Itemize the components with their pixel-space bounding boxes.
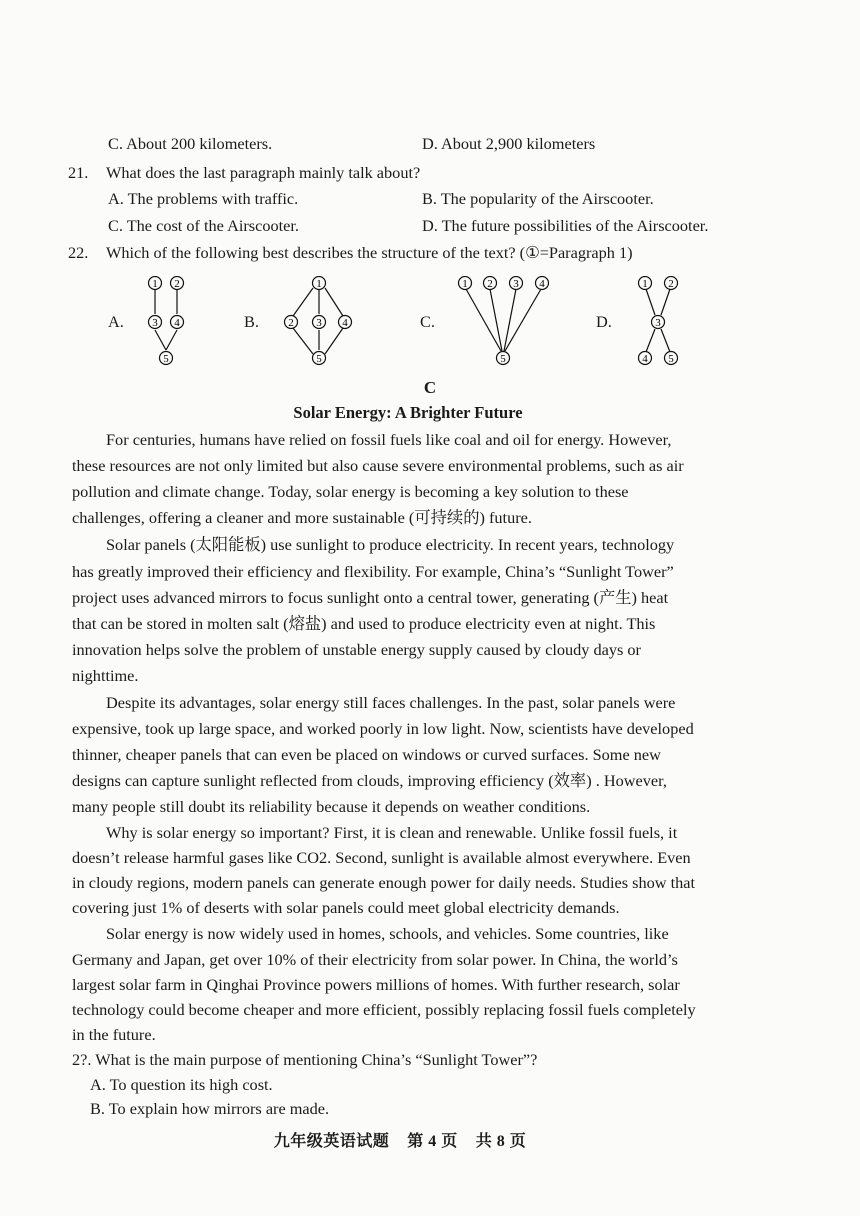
node-4 [171, 316, 184, 330]
q21-number: 21. [68, 163, 89, 182]
q20-option-d: D. About 2,900 kilometers [422, 134, 596, 153]
q23-stem: 2?. What is the main purpose of mentioning China’s “Sunlight Tower”? [72, 1050, 538, 1069]
q23-option-b: B. To explain how mirrors are made. [90, 1099, 330, 1118]
svg-text:4: 4 [642, 353, 648, 365]
structure-diagram-d [628, 276, 690, 377]
svg-text:1: 1 [152, 278, 158, 290]
svg-text:4: 4 [539, 278, 545, 290]
passage-line: these resources are not only limited but also cause severe environmental problems, such as air [72, 456, 684, 475]
section-letter: C [423, 378, 437, 397]
node-3 [652, 316, 665, 330]
passage-line: innovation helps solve the problem of unstable energy supply caused by cloudy days or [72, 640, 641, 659]
q21-option-c: C. The cost of the Airscooter. [108, 216, 299, 235]
node-2 [285, 316, 298, 330]
passage-line: technology could become cheaper and more efficient, possibly replacing fossil fuels completely [72, 1000, 696, 1019]
passage-line: many people still doubt its reliability because it depends on weather conditions. [72, 797, 591, 816]
passage-line: covering just 1% of deserts with solar panels could meet global electricity demands. [72, 898, 620, 917]
svg-text:3: 3 [655, 317, 661, 329]
svg-text:5: 5 [316, 353, 322, 365]
passage-line: nighttime. [72, 666, 139, 685]
q22-option-b-letter: B. [244, 312, 259, 331]
passage-line: Solar energy is now widely used in homes, schools, and vehicles. Some countries, like [106, 924, 669, 943]
passage-line: challenges, offering a cleaner and more sustainable (可持续的) future. [72, 508, 532, 527]
node-4 [536, 277, 549, 291]
q22-option-c-letter: C. [420, 312, 435, 331]
passage-line: largest solar farm in Qinghai Province powers millions of homes. With further research, solar [72, 975, 680, 994]
q20-option-c: C. About 200 kilometers. [108, 134, 273, 153]
passage-line: in cloudy regions, modern panels can generate enough power for daily needs. Studies show that [72, 873, 696, 892]
q22-option-d-letter: D. [596, 312, 612, 331]
passage-line: Solar panels (太阳能板) use sunlight to produce electricity. In recent years, technology [106, 535, 675, 554]
passage-line: doesn’t release harmful gases like CO2. Second, sunlight is available almost everywhere. Even [72, 848, 691, 867]
node-1 [639, 277, 652, 291]
svg-text:5: 5 [500, 353, 506, 365]
node-4 [639, 352, 652, 366]
structure-diagram-c [452, 276, 556, 377]
svg-text:2: 2 [288, 317, 294, 329]
node-5 [497, 352, 510, 366]
svg-text:3: 3 [316, 317, 322, 329]
node-2 [484, 277, 497, 291]
passage-line: project uses advanced mirrors to focus sunlight onto a central tower, generating (产生) heat [72, 588, 669, 607]
node-5 [160, 352, 173, 366]
passage-line: Why is solar energy so important? First, it is clean and renewable. Unlike fossil fuels, it [106, 823, 678, 842]
node-5 [313, 352, 326, 366]
svg-text:3: 3 [513, 278, 519, 290]
passage-title: Solar Energy: A Brighter Future [293, 403, 523, 422]
passage-line: that can be stored in molten salt (熔盐) and used to produce electricity even at night. This [72, 614, 656, 633]
node-5 [665, 352, 678, 366]
passage-line: expensive, took up large space, and worked poorly in low light. Now, scientists have developed [72, 719, 694, 738]
structure-diagram-a [140, 276, 194, 377]
svg-text:4: 4 [342, 317, 348, 329]
node-4 [339, 316, 352, 330]
node-3 [149, 316, 162, 330]
svg-text:2: 2 [487, 278, 493, 290]
svg-text:1: 1 [642, 278, 648, 290]
q21-option-a: A. The problems with traffic. [108, 189, 299, 208]
structure-diagram-b [276, 276, 360, 377]
svg-text:5: 5 [668, 353, 674, 365]
passage-line: For centuries, humans have relied on fossil fuels like coal and oil for energy. However, [106, 430, 672, 449]
q22-number: 22. [68, 243, 89, 262]
node-1 [149, 277, 162, 291]
q22-option-a-letter: A. [108, 312, 124, 331]
passage-line: pollution and climate change. Today, solar energy is becoming a key solution to these [72, 482, 629, 501]
svg-text:4: 4 [174, 317, 180, 329]
passage-line: thinner, cheaper panels that can even be placed on windows or curved surfaces. Some new [72, 745, 661, 764]
passage-line: designs can capture sunlight reflected from clouds, improving efficiency (效率) . However, [72, 771, 667, 790]
q21-option-b: B. The popularity of the Airscooter. [422, 189, 654, 208]
node-3 [510, 277, 523, 291]
svg-text:2: 2 [174, 278, 180, 290]
passage-line: Germany and Japan, get over 10% of their electricity from solar power. In China, the world’s [72, 950, 678, 969]
q21-option-d: D. The future possibilities of the Airscooter. [422, 216, 709, 235]
q22-stem: Which of the following best describes the structure of the text? (①=Paragraph 1) [106, 243, 633, 262]
svg-text:1: 1 [462, 278, 468, 290]
svg-text:2: 2 [668, 278, 674, 290]
q23-option-a: A. To question its high cost. [90, 1075, 273, 1094]
node-1 [313, 277, 326, 291]
passage-line: has greatly improved their efficiency and flexibility. For example, China’s “Sunlight Tower” [72, 562, 674, 581]
page-footer: 九年级英语试题 第 4 页 共 8 页 [273, 1133, 527, 1150]
node-3 [313, 316, 326, 330]
node-2 [171, 277, 184, 291]
svg-text:3: 3 [152, 317, 158, 329]
passage-line: Despite its advantages, solar energy still faces challenges. In the past, solar panels were [106, 693, 676, 712]
svg-text:1: 1 [316, 278, 322, 290]
node-1 [459, 277, 472, 291]
q21-stem: What does the last paragraph mainly talk about? [106, 163, 421, 182]
svg-text:5: 5 [163, 353, 169, 365]
passage-line: in the future. [72, 1025, 156, 1044]
node-2 [665, 277, 678, 291]
